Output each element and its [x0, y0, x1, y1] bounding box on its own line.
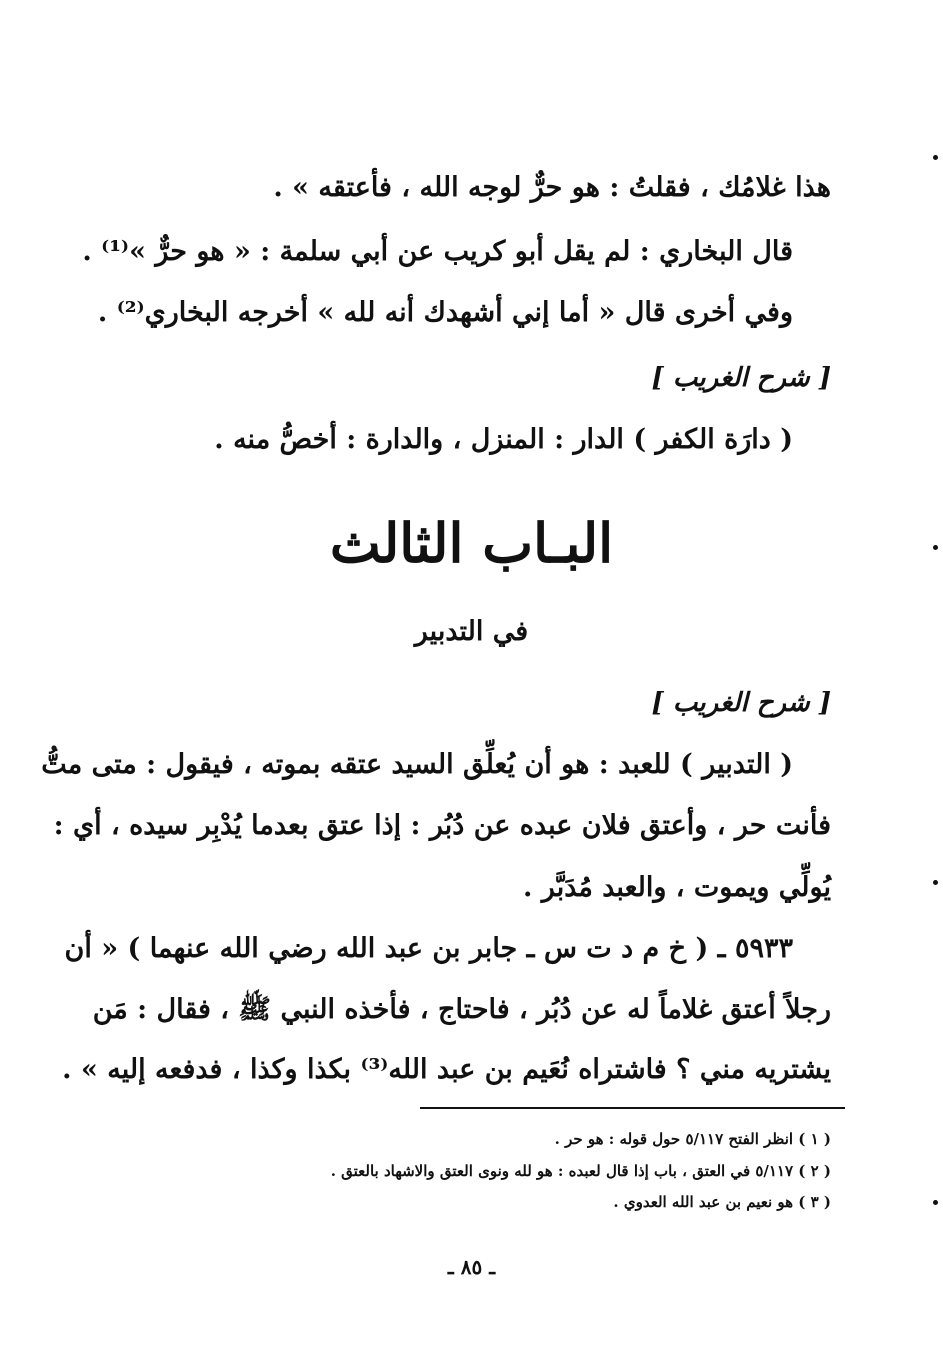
footnote-divider [420, 1107, 845, 1109]
passage-line-3: وفي أخرى قال « أما إني أشهدك أنه لله » أخرجه البخاري⁽²⁾ . [97, 297, 793, 328]
hadith-line-1: ٥٩٣٣ ـ ( خ م د ت س ـ جابر بن عبد الله رضي الله عنهما ) « أن [64, 933, 793, 964]
margin-mark [933, 880, 938, 885]
page-number: ـ ٨٥ ـ [447, 1255, 496, 1279]
footnote-3: ( ٣ ) هو نعيم بن عبد الله العدوي . [613, 1193, 831, 1211]
gloss-heading-1: [ شرح الغريب ] [651, 363, 831, 393]
gloss-text-1: ( دارَة الكفر ) الدار : المنزل ، والدارة : أخصُّ منه . [214, 424, 793, 455]
margin-mark [933, 545, 938, 550]
footnote-2: ( ٢ ) ٥/١١٧ في العتق ، باب إذا قال لعبده : هو لله ونوى العتق والاشهاد بالعتق . [330, 1162, 831, 1180]
hadith-line-3: يشتريه مني ؟ فاشتراه نُعَيم بن عبد الله⁽³⁾ بكذا وكذا ، فدفعه إليه » . [62, 1054, 831, 1085]
gloss2-line-1: ( التدبير ) للعبد : هو أن يُعلِّق السيد عتقه بموته ، فيقول : متى متُّ [41, 749, 793, 780]
passage-line-1: هذا غلامُك ، فقلتُ : هو حرٌّ لوجه الله ، فأعتقه » . [273, 172, 831, 203]
passage-line-2: قال البخاري : لم يقل أبو كريب عن أبي سلمة : « هو حرٌّ »⁽¹⁾ . [82, 236, 793, 267]
gloss2-line-3: يُولِّي ويموت ، والعبد مُدَبَّر . [523, 872, 831, 903]
chapter-subtitle: في التدبير [414, 616, 529, 647]
gloss-heading-2: [ شرح الغريب ] [651, 688, 831, 718]
margin-mark [933, 155, 938, 160]
footnote-1: ( ١ ) انظر الفتح ٥/١١٧ حول قوله : هو حر . [554, 1130, 831, 1148]
hadith-line-2: رجلاً أعتق غلاماً له عن دُبُر ، فاحتاج ، فأخذه النبي ﷺ ، فقال : مَن [92, 994, 831, 1025]
chapter-title: البـاب الثالث [329, 511, 614, 575]
gloss2-line-2: فأنت حر ، وأعتق فلان عبده عن دُبُر : إذا عتق بعدما يُدْبِر سيده ، أي : [53, 810, 831, 841]
margin-mark [933, 1200, 938, 1205]
